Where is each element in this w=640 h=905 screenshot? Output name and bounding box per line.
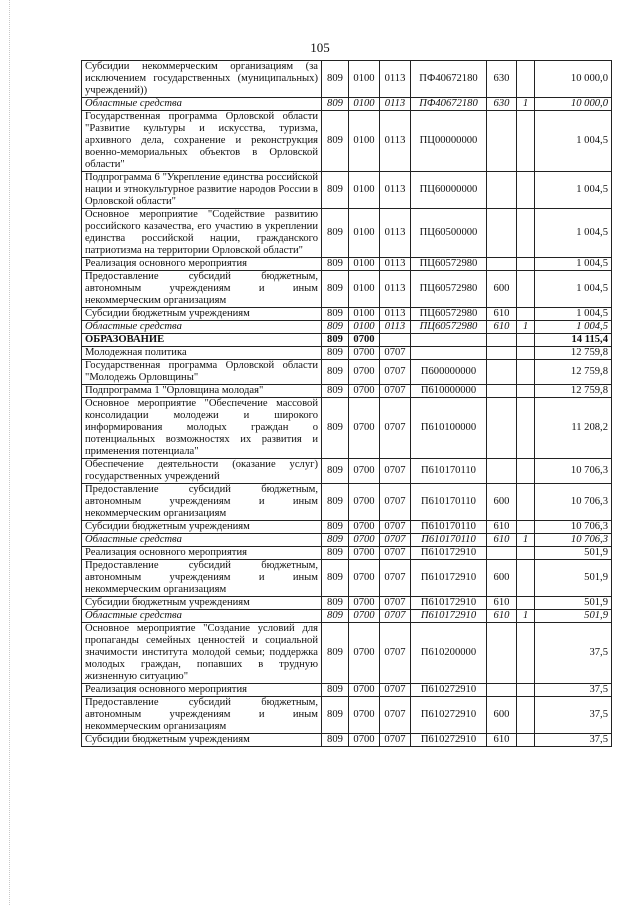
row-amount: 10 000,0: [535, 98, 612, 111]
row-amount: 1 004,5: [535, 321, 612, 334]
table-row: [82, 459, 612, 484]
table-row: [82, 111, 612, 172]
row-section-code: 0700: [349, 347, 380, 360]
row-target-article: [411, 334, 487, 347]
row-amount: 10 706,3: [535, 534, 612, 547]
row-funding-flag: [517, 258, 535, 271]
row-subsection-code: 0707: [380, 610, 411, 623]
row-subsection-code: 0707: [380, 684, 411, 697]
row-section-code: 0700: [349, 521, 380, 534]
row-name: Реализация основного мероприятия: [82, 684, 322, 697]
row-funding-flag: [517, 521, 535, 534]
row-section-code: 0700: [349, 697, 380, 734]
row-funding-flag: [517, 597, 535, 610]
row-funding-flag: [517, 684, 535, 697]
row-target-article: П610170110: [411, 521, 487, 534]
row-target-article: П610172910: [411, 610, 487, 623]
table-row: [82, 623, 612, 684]
row-funding-flag: [517, 61, 535, 98]
row-amount: 1 004,5: [535, 308, 612, 321]
row-funding-flag: [517, 623, 535, 684]
row-name: Субсидии некоммерческим организациям (за исключением государственных (муниципальных) учреждений)): [82, 61, 322, 98]
row-ved-code: 809: [322, 521, 349, 534]
row-amount: 501,9: [535, 560, 612, 597]
row-ved-code: 809: [322, 623, 349, 684]
row-target-article: ПЦ60572980: [411, 321, 487, 334]
row-name: Субсидии бюджетным учреждениям: [82, 308, 322, 321]
row-subsection-code: 0113: [380, 271, 411, 308]
row-section-code: 0100: [349, 321, 380, 334]
row-funding-flag: [517, 459, 535, 484]
row-section-code: 0700: [349, 398, 380, 459]
row-ved-code: 809: [322, 334, 349, 347]
row-name: Основное мероприятие "Обеспечение массовой консолидации молодежи и широкого информирования молодых граждан о потенциальных возможностях их развития и применения потенциала": [82, 398, 322, 459]
row-subsection-code: 0113: [380, 111, 411, 172]
row-funding-flag: 1: [517, 534, 535, 547]
row-target-article: П610272910: [411, 684, 487, 697]
row-target-article: ПЦ60572980: [411, 308, 487, 321]
table-row: [82, 360, 612, 385]
row-subsection-code: 0707: [380, 459, 411, 484]
row-name: Субсидии бюджетным учреждениям: [82, 734, 322, 747]
row-name: Реализация основного мероприятия: [82, 258, 322, 271]
row-name: Основное мероприятие "Содействие развитию российского казачества, его участию в укреплении единства российской нации, гражданского патриотизма на территории Орловской области": [82, 209, 322, 258]
row-section-code: 0700: [349, 459, 380, 484]
row-expense-type: [487, 547, 517, 560]
row-ved-code: 809: [322, 697, 349, 734]
row-section-code: 0700: [349, 547, 380, 560]
row-amount: 37,5: [535, 734, 612, 747]
row-subsection-code: 0707: [380, 597, 411, 610]
row-amount: 12 759,8: [535, 385, 612, 398]
row-expense-type: 610: [487, 734, 517, 747]
row-expense-type: 610: [487, 308, 517, 321]
row-funding-flag: 1: [517, 98, 535, 111]
row-subsection-code: 0707: [380, 360, 411, 385]
row-section-code: 0100: [349, 172, 380, 209]
row-section-code: 0700: [349, 610, 380, 623]
row-amount: 12 759,8: [535, 347, 612, 360]
row-amount: 10 706,3: [535, 484, 612, 521]
row-funding-flag: [517, 111, 535, 172]
row-subsection-code: 0113: [380, 258, 411, 271]
table-row: [82, 172, 612, 209]
row-amount: 1 004,5: [535, 111, 612, 172]
row-name: Областные средства: [82, 534, 322, 547]
row-funding-flag: [517, 209, 535, 258]
table-row: [82, 334, 612, 347]
row-ved-code: 809: [322, 321, 349, 334]
row-funding-flag: [517, 697, 535, 734]
row-name: Областные средства: [82, 98, 322, 111]
row-subsection-code: 0113: [380, 172, 411, 209]
row-section-code: 0100: [349, 61, 380, 98]
table-row: [82, 398, 612, 459]
row-funding-flag: [517, 308, 535, 321]
row-amount: 11 208,2: [535, 398, 612, 459]
row-target-article: П610000000: [411, 385, 487, 398]
row-target-article: ПЦ60572980: [411, 258, 487, 271]
row-section-code: 0100: [349, 258, 380, 271]
row-expense-type: 630: [487, 98, 517, 111]
row-section-code: 0700: [349, 534, 380, 547]
table-row: [82, 484, 612, 521]
row-funding-flag: 1: [517, 610, 535, 623]
row-section-code: 0700: [349, 560, 380, 597]
row-name: Предоставление субсидий бюджетным, автономным учреждениям и иным некоммерческим организациям: [82, 560, 322, 597]
row-name: Субсидии бюджетным учреждениям: [82, 521, 322, 534]
row-target-article: П610170110: [411, 484, 487, 521]
table-row: [82, 98, 612, 111]
row-ved-code: 809: [322, 347, 349, 360]
table-row: [82, 560, 612, 597]
row-expense-type: [487, 334, 517, 347]
row-target-article: П610172910: [411, 597, 487, 610]
row-funding-flag: [517, 347, 535, 360]
table-row: [82, 697, 612, 734]
row-name: Подпрограмма 6 "Укрепление единства российской нации и этнокультурное развитие народов России в Орловской области": [82, 172, 322, 209]
row-name: ОБРАЗОВАНИЕ: [82, 334, 322, 347]
row-subsection-code: 0113: [380, 308, 411, 321]
row-funding-flag: [517, 334, 535, 347]
row-ved-code: 809: [322, 597, 349, 610]
row-name: Государственная программа Орловской области "Молодежь Орловщины": [82, 360, 322, 385]
row-target-article: П600000000: [411, 360, 487, 385]
row-target-article: П610200000: [411, 623, 487, 684]
row-name: Предоставление субсидий бюджетным, автономным учреждениям и иным некоммерческим организациям: [82, 697, 322, 734]
row-funding-flag: [517, 172, 535, 209]
row-funding-flag: [517, 398, 535, 459]
row-ved-code: 809: [322, 172, 349, 209]
row-ved-code: 809: [322, 385, 349, 398]
table-body: [82, 61, 612, 747]
table-row: [82, 321, 612, 334]
row-expense-type: [487, 684, 517, 697]
row-name: Предоставление субсидий бюджетным, автономным учреждениям и иным некоммерческим организациям: [82, 271, 322, 308]
row-ved-code: 809: [322, 484, 349, 521]
row-expense-type: 600: [487, 560, 517, 597]
row-expense-type: 600: [487, 484, 517, 521]
row-name: Основное мероприятие "Создание условий для пропаганды семейных ценностей и социальной значимости института молодой семьи; поддержка молодых граждан, попавших в трудную жизненную ситуацию": [82, 623, 322, 684]
table-row: [82, 597, 612, 610]
row-expense-type: [487, 209, 517, 258]
row-expense-type: [487, 360, 517, 385]
row-subsection-code: 0113: [380, 209, 411, 258]
row-expense-type: [487, 623, 517, 684]
row-expense-type: [487, 347, 517, 360]
row-expense-type: 600: [487, 697, 517, 734]
row-expense-type: 610: [487, 534, 517, 547]
row-target-article: ПЦ00000000: [411, 111, 487, 172]
table-row: [82, 610, 612, 623]
row-expense-type: 610: [487, 321, 517, 334]
table-row: [82, 347, 612, 360]
row-ved-code: 809: [322, 734, 349, 747]
row-funding-flag: [517, 271, 535, 308]
row-amount: 501,9: [535, 547, 612, 560]
row-ved-code: 809: [322, 258, 349, 271]
row-section-code: 0700: [349, 684, 380, 697]
row-subsection-code: 0707: [380, 734, 411, 747]
row-subsection-code: 0113: [380, 61, 411, 98]
row-section-code: 0100: [349, 308, 380, 321]
row-subsection-code: 0707: [380, 347, 411, 360]
row-amount: 37,5: [535, 684, 612, 697]
row-section-code: 0700: [349, 484, 380, 521]
row-ved-code: 809: [322, 308, 349, 321]
row-subsection-code: 0113: [380, 98, 411, 111]
row-target-article: [411, 347, 487, 360]
row-section-code: 0700: [349, 623, 380, 684]
table-row: [82, 521, 612, 534]
binding-edge: [9, 0, 10, 905]
row-subsection-code: 0707: [380, 547, 411, 560]
row-target-article: П610170110: [411, 459, 487, 484]
row-funding-flag: [517, 484, 535, 521]
row-name: Подпрограмма 1 "Орловщина молодая": [82, 385, 322, 398]
row-name: Областные средства: [82, 610, 322, 623]
table-row: [82, 385, 612, 398]
row-section-code: 0700: [349, 334, 380, 347]
row-amount: 37,5: [535, 623, 612, 684]
row-target-article: П610272910: [411, 734, 487, 747]
row-amount: 501,9: [535, 610, 612, 623]
row-funding-flag: [517, 734, 535, 747]
row-subsection-code: 0707: [380, 398, 411, 459]
row-ved-code: 809: [322, 560, 349, 597]
row-amount: 1 004,5: [535, 271, 612, 308]
row-target-article: П610170110: [411, 534, 487, 547]
table-row: [82, 684, 612, 697]
row-subsection-code: 0707: [380, 484, 411, 521]
table-row: [82, 534, 612, 547]
row-amount: 10 000,0: [535, 61, 612, 98]
row-section-code: 0100: [349, 98, 380, 111]
row-expense-type: [487, 385, 517, 398]
row-ved-code: 809: [322, 360, 349, 385]
row-target-article: ПЦ60572980: [411, 271, 487, 308]
row-funding-flag: [517, 360, 535, 385]
row-ved-code: 809: [322, 398, 349, 459]
row-target-article: ПЦ60000000: [411, 172, 487, 209]
row-section-code: 0700: [349, 360, 380, 385]
row-ved-code: 809: [322, 547, 349, 560]
row-amount: 10 706,3: [535, 521, 612, 534]
row-ved-code: 809: [322, 209, 349, 258]
row-section-code: 0100: [349, 111, 380, 172]
row-ved-code: 809: [322, 271, 349, 308]
table-row: [82, 61, 612, 98]
row-target-article: П610272910: [411, 697, 487, 734]
row-target-article: П610172910: [411, 547, 487, 560]
row-amount: 501,9: [535, 597, 612, 610]
row-name: Обеспечение деятельности (оказание услуг) государственных учреждений: [82, 459, 322, 484]
row-ved-code: 809: [322, 610, 349, 623]
row-section-code: 0100: [349, 209, 380, 258]
row-expense-type: 610: [487, 597, 517, 610]
row-subsection-code: 0707: [380, 623, 411, 684]
row-funding-flag: [517, 560, 535, 597]
table-row: [82, 734, 612, 747]
row-expense-type: 610: [487, 610, 517, 623]
row-amount: 37,5: [535, 697, 612, 734]
row-expense-type: 610: [487, 521, 517, 534]
row-name: Субсидии бюджетным учреждениям: [82, 597, 322, 610]
row-amount: 10 706,3: [535, 459, 612, 484]
row-amount: 1 004,5: [535, 172, 612, 209]
row-target-article: П610100000: [411, 398, 487, 459]
row-funding-flag: [517, 385, 535, 398]
row-target-article: ПЦ60500000: [411, 209, 487, 258]
row-amount: 12 759,8: [535, 360, 612, 385]
row-subsection-code: 0707: [380, 521, 411, 534]
table-row: [82, 258, 612, 271]
row-name: Предоставление субсидий бюджетным, автономным учреждениям и иным некоммерческим организациям: [82, 484, 322, 521]
row-subsection-code: 0707: [380, 697, 411, 734]
row-name: Государственная программа Орловской области "Развитие культуры и искусства, туризма, архивного дела, сохранение и реконструкция военно-мемориальных объектов в Орловской области": [82, 111, 322, 172]
row-expense-type: [487, 172, 517, 209]
row-ved-code: 809: [322, 98, 349, 111]
row-name: Реализация основного мероприятия: [82, 547, 322, 560]
page-number: 105: [310, 40, 330, 55]
row-expense-type: [487, 111, 517, 172]
table-row: [82, 308, 612, 321]
row-subsection-code: 0707: [380, 560, 411, 597]
row-subsection-code: [380, 334, 411, 347]
row-funding-flag: 1: [517, 321, 535, 334]
row-funding-flag: [517, 547, 535, 560]
row-section-code: 0700: [349, 734, 380, 747]
row-subsection-code: 0707: [380, 385, 411, 398]
row-target-article: ПФ40672180: [411, 98, 487, 111]
row-expense-type: [487, 398, 517, 459]
row-name: Областные средства: [82, 321, 322, 334]
row-section-code: 0100: [349, 271, 380, 308]
row-expense-type: [487, 258, 517, 271]
table-row: [82, 547, 612, 560]
table-row: [82, 271, 612, 308]
row-ved-code: 809: [322, 459, 349, 484]
budget-table: [81, 60, 612, 747]
row-ved-code: 809: [322, 111, 349, 172]
row-ved-code: 809: [322, 61, 349, 98]
row-target-article: ПФ40672180: [411, 61, 487, 98]
table-row: [82, 209, 612, 258]
row-ved-code: 809: [322, 534, 349, 547]
row-target-article: П610172910: [411, 560, 487, 597]
row-subsection-code: 0113: [380, 321, 411, 334]
row-ved-code: 809: [322, 684, 349, 697]
row-amount: 1 004,5: [535, 209, 612, 258]
row-subsection-code: 0707: [380, 534, 411, 547]
row-expense-type: 600: [487, 271, 517, 308]
row-section-code: 0700: [349, 597, 380, 610]
row-expense-type: 630: [487, 61, 517, 98]
row-amount: 1 004,5: [535, 258, 612, 271]
row-section-code: 0700: [349, 385, 380, 398]
row-amount: 14 115,4: [535, 334, 612, 347]
row-name: Молодежная политика: [82, 347, 322, 360]
row-expense-type: [487, 459, 517, 484]
